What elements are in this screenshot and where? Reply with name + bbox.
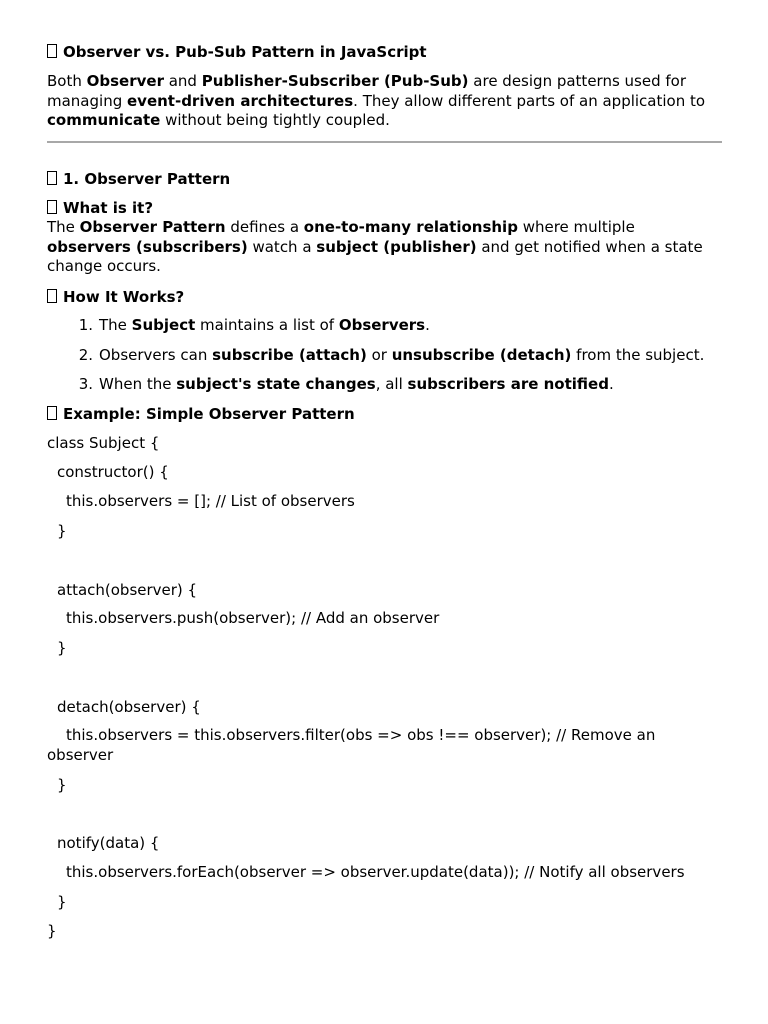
missing-glyph-icon (47, 44, 57, 58)
code-line: constructor() { (57, 463, 169, 481)
what-is-it-paragraph: The Observer Pattern defines a one-to-many relationship where multiple observers (subscribers) watch a subject (publisher) and get notified when a state change occurs. (47, 218, 703, 275)
missing-glyph-icon (47, 200, 57, 214)
code-line: } (57, 776, 67, 794)
list-item: 3. When the subject's state changes, all subscribers are notified. (78, 375, 614, 393)
missing-glyph-icon (47, 406, 57, 420)
code-line: detach(observer) { (57, 698, 201, 716)
code-line: } (57, 639, 67, 657)
list-item: 2. Observers can subscribe (attach) or unsubscribe (detach) from the subject. (78, 346, 705, 364)
code-line: this.observers = this.observers.filter(obs => obs !== observer); // Remove an observer (47, 726, 656, 764)
missing-glyph-icon (47, 171, 57, 185)
code-line: this.observers = []; // List of observers (66, 492, 355, 510)
section-heading-observer-pattern: 1. Observer Pattern (47, 169, 230, 189)
missing-glyph-icon (47, 289, 57, 303)
document-title: Observer vs. Pub-Sub Pattern in JavaScript (47, 42, 427, 62)
subheading-example: Example: Simple Observer Pattern (47, 404, 355, 424)
horizontal-divider (47, 141, 722, 143)
code-line: attach(observer) { (57, 581, 198, 599)
intro-paragraph: Both Observer and Publisher-Subscriber (Pub-Sub) are design patterns used for managing event-driven architectures. They allow different parts of an application to communicate without being tightly coupled. (47, 72, 706, 129)
subheading-how-it-works: How It Works? (47, 287, 184, 307)
code-line: } (57, 893, 67, 911)
code-line: this.observers.forEach(observer => observer.update(data)); // Notify all observers (66, 863, 685, 881)
code-line: class Subject { (47, 434, 160, 452)
subheading-what-is-it: What is it? (47, 198, 153, 218)
code-line: notify(data) { (57, 834, 160, 852)
code-line: } (57, 522, 67, 540)
code-line: } (47, 922, 57, 940)
list-item: 1. The Subject maintains a list of Observers. (78, 316, 430, 334)
code-line: this.observers.push(observer); // Add an observer (66, 609, 440, 627)
